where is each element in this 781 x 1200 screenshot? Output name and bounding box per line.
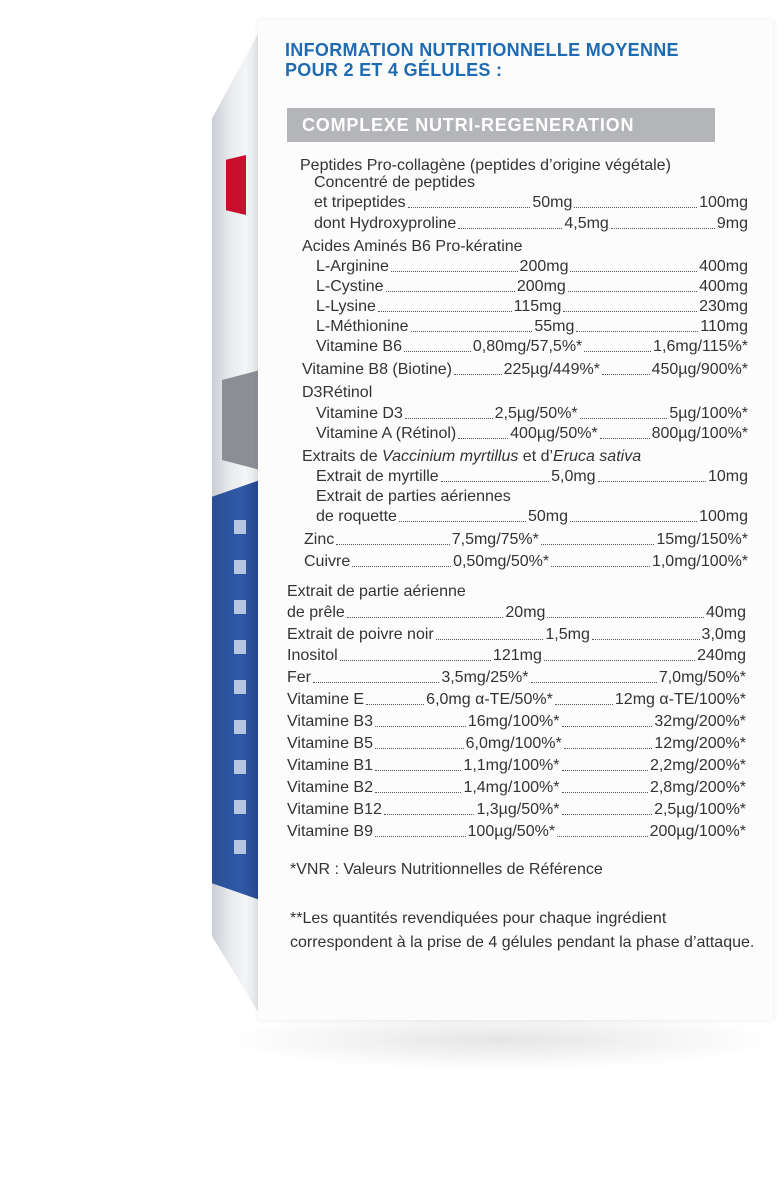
row-label: Extrait de poivre noir — [287, 626, 434, 643]
value-2-gelules: 0,80mg/57,5%* — [472, 338, 583, 355]
row-label: L-Lysine — [316, 298, 376, 315]
row-label: Vitamine B12 — [287, 801, 382, 818]
roquette-row — [316, 506, 748, 528]
dot-leader — [347, 616, 504, 618]
acides-title: Acides Aminés B6 Pro-kératine — [302, 238, 523, 255]
vitamine-b9-row — [287, 821, 746, 843]
value-2-gelules: 115mg — [513, 298, 562, 315]
value-2-gelules: 2,5µg/50%* — [494, 405, 578, 422]
box-side-grey-band — [222, 370, 260, 470]
nutrition-heading — [285, 40, 775, 80]
dot-leader — [405, 417, 493, 419]
vitamine-b5-row — [287, 733, 746, 755]
dot-leader — [411, 330, 533, 332]
value-4-gelules: 1,0mg/100%* — [651, 553, 749, 570]
row-label: et tripeptides — [314, 194, 406, 211]
value-2-gelules: 16mg/100%* — [467, 713, 560, 730]
value-4-gelules: 450µg/900%* — [651, 361, 748, 378]
row-label: Vitamine B2 — [287, 779, 373, 796]
cuivre-row — [304, 551, 748, 573]
poivre-row — [287, 624, 746, 646]
dot-leader — [562, 813, 653, 815]
dot-leader — [375, 791, 461, 793]
value-4-gelules: 12mg/200%* — [654, 735, 747, 752]
dot-leader — [336, 543, 449, 545]
row-label: Vitamine B5 — [287, 735, 373, 752]
value-4-gelules: 100mg — [699, 194, 748, 211]
dot-leader — [598, 480, 706, 482]
value-4-gelules: 1,6mg/115%* — [653, 338, 749, 355]
value-4-gelules: 15mg/150%* — [656, 531, 748, 548]
concentre-label: Concentré de peptides — [314, 174, 475, 191]
parties-aeriennes-label: Extrait de parties aériennes — [316, 488, 511, 505]
dot-leader — [375, 725, 466, 727]
row-label: Vitamine B6 — [316, 338, 402, 355]
row-label: de roquette — [316, 508, 397, 525]
dot-leader — [375, 835, 466, 837]
value-2-gelules: 225µg/449%* — [503, 361, 600, 378]
value-4-gelules: 100mg — [699, 508, 748, 525]
dot-leader — [391, 270, 518, 272]
arginine-row — [316, 256, 748, 278]
box-side-red-logo-mark — [226, 155, 246, 215]
dot-leader — [562, 791, 648, 793]
d3-retinol-title: D3Rétinol — [302, 384, 373, 401]
lysine-row — [316, 296, 748, 318]
extraits-title: Extraits de Vaccinium myrtillus et d’Eruca sativa — [302, 448, 642, 465]
value-2-gelules: 3,5mg/25%* — [441, 669, 529, 686]
dot-leader — [602, 373, 650, 375]
dot-leader — [576, 330, 698, 332]
row-label: Vitamine B1 — [287, 757, 373, 774]
dot-leader — [340, 659, 491, 661]
quantities-footnote: **Les quantités revendiquées pour chaque ingrédient correspondent à la prise de 4 gélules pendant la phase d’attaque. — [290, 910, 755, 951]
value-2-gelules: 50mg — [532, 194, 573, 211]
value-2-gelules: 7,5mg/75%* — [451, 531, 539, 548]
value-4-gelules: 400mg — [699, 278, 749, 295]
vitamine-d3-row — [316, 403, 748, 425]
row-label: Vitamine A (Rétinol) — [316, 425, 457, 442]
value-4-gelules: 800µg/100%* — [651, 425, 749, 442]
vitamine-b8-row — [302, 359, 748, 381]
value-2-gelules: 200mg — [516, 278, 566, 295]
dot-leader — [562, 725, 653, 727]
dot-leader — [584, 350, 651, 352]
tripeptides-row — [314, 192, 748, 214]
vitamine-b6-row — [316, 336, 748, 358]
dot-leader — [611, 227, 715, 229]
value-2-gelules: 0,50mg/50%* — [453, 553, 550, 570]
dot-leader — [436, 638, 544, 640]
value-2-gelules: 1,3µg/50%* — [476, 801, 560, 818]
row-label: dont Hydroxyproline — [314, 215, 457, 232]
value-4-gelules: 2,5µg/100%* — [654, 801, 747, 818]
value-4-gelules: 2,2mg/200%* — [649, 757, 747, 774]
vitamine-b1-row — [287, 755, 746, 777]
fer-row — [287, 667, 746, 689]
myrtille-row — [316, 466, 748, 488]
row-label: L-Méthionine — [316, 318, 409, 335]
dot-leader — [404, 350, 471, 352]
value-2-gelules: 121mg — [492, 647, 542, 664]
value-2-gelules: 4,5mg — [564, 215, 609, 232]
dot-leader — [375, 769, 461, 771]
value-4-gelules: 10mg — [707, 468, 749, 485]
dot-leader — [366, 703, 424, 705]
dot-leader — [541, 543, 654, 545]
value-2-gelules: 55mg — [534, 318, 575, 335]
row-label: Extrait de myrtille — [316, 468, 439, 485]
value-4-gelules: 12mg α-TE/100%* — [614, 691, 746, 708]
value-4-gelules: 400mg — [699, 258, 748, 275]
vitamine-e-row — [287, 689, 746, 711]
row-label: Vitamine E — [287, 691, 365, 708]
dot-leader — [544, 659, 695, 661]
vitamine-b2-row — [287, 777, 746, 799]
dot-leader — [555, 703, 613, 705]
dot-leader — [557, 835, 648, 837]
value-2-gelules: 400µg/50%* — [510, 425, 598, 442]
value-4-gelules: 40mg — [705, 604, 747, 621]
value-4-gelules: 5µg/100%* — [669, 405, 748, 422]
dot-leader — [378, 310, 512, 312]
dot-leader — [375, 747, 464, 749]
dot-leader — [454, 373, 502, 375]
dot-leader — [570, 270, 697, 272]
row-label: Fer — [287, 669, 311, 686]
value-4-gelules: 110mg — [700, 318, 749, 335]
box-side-text-marks — [234, 520, 246, 880]
dot-leader — [600, 437, 650, 439]
row-label: Vitamine D3 — [316, 405, 403, 422]
value-4-gelules: 240mg — [697, 647, 747, 664]
value-4-gelules: 2,8mg/200%* — [649, 779, 747, 796]
dot-leader — [570, 520, 697, 522]
value-2-gelules: 5,0mg — [551, 468, 596, 485]
prele-row — [287, 602, 746, 624]
value-4-gelules: 7,0mg/50%* — [658, 669, 746, 686]
row-label: L-Cystine — [316, 278, 384, 295]
row-label: Vitamine B8 (Biotine) — [302, 361, 452, 378]
dot-leader — [563, 310, 697, 312]
row-label: Vitamine B3 — [287, 713, 373, 730]
dot-leader — [574, 206, 697, 208]
value-2-gelules: 1,1mg/100%* — [463, 757, 560, 774]
heading-line-2: POUR 2 ET 4 GÉLULES : — [285, 60, 503, 80]
dot-leader — [399, 520, 526, 522]
dot-leader — [408, 206, 531, 208]
row-label: de prêle — [287, 604, 345, 621]
section-title: COMPLEXE NUTRI-REGENERATION — [302, 115, 635, 135]
vitamine-b12-row — [287, 799, 746, 821]
dot-leader — [313, 681, 439, 683]
dot-leader — [458, 437, 508, 439]
value-4-gelules: 200µg/100%* — [649, 823, 746, 840]
dot-leader — [592, 638, 700, 640]
value-2-gelules: 20mg — [505, 604, 546, 621]
dot-leader — [547, 616, 704, 618]
dot-leader — [384, 813, 475, 815]
dot-leader — [580, 417, 668, 419]
zinc-row — [304, 529, 748, 551]
methionine-row — [316, 316, 748, 338]
row-label: Inositol — [287, 647, 338, 664]
row-label: Zinc — [304, 531, 335, 548]
dot-leader — [458, 227, 562, 229]
row-label: Cuivre — [304, 553, 351, 570]
value-2-gelules: 200mg — [519, 258, 569, 275]
dot-leader — [386, 290, 515, 292]
hydroxyproline-row — [314, 213, 748, 235]
value-4-gelules: 3,0mg — [701, 626, 747, 643]
row-label: L-Arginine — [316, 258, 389, 275]
value-2-gelules: 50mg — [528, 508, 569, 525]
prele-label: Extrait de partie aérienne — [287, 583, 466, 600]
row-label: Vitamine B9 — [287, 823, 373, 840]
value-2-gelules: 100µg/50%* — [467, 823, 556, 840]
dot-leader — [564, 747, 653, 749]
value-4-gelules: 230mg — [699, 298, 749, 315]
cystine-row — [316, 276, 748, 298]
dot-leader — [352, 565, 451, 567]
dot-leader — [551, 565, 650, 567]
dot-leader — [531, 681, 657, 683]
dot-leader — [562, 769, 648, 771]
value-2-gelules: 1,4mg/100%* — [463, 779, 560, 796]
vitamine-a-row — [316, 423, 748, 445]
value-4-gelules: 32mg/200%* — [654, 713, 747, 730]
value-2-gelules: 6,0mg α-TE/50%* — [426, 691, 553, 708]
vnr-footnote: *VNR : Valeurs Nutritionnelles de Référence — [290, 861, 603, 878]
inositol-row — [287, 645, 746, 667]
dot-leader — [441, 480, 549, 482]
value-2-gelules: 6,0mg/100%* — [465, 735, 562, 752]
value-4-gelules: 9mg — [716, 215, 749, 232]
peptides-title: Peptides Pro-collagène (peptides d’origine végétale) — [300, 157, 671, 174]
value-2-gelules: 1,5mg — [545, 626, 590, 643]
dot-leader — [568, 290, 697, 292]
heading-line-1: INFORMATION NUTRITIONNELLE MOYENNE — [285, 40, 679, 60]
vitamine-b3-row — [287, 711, 746, 733]
